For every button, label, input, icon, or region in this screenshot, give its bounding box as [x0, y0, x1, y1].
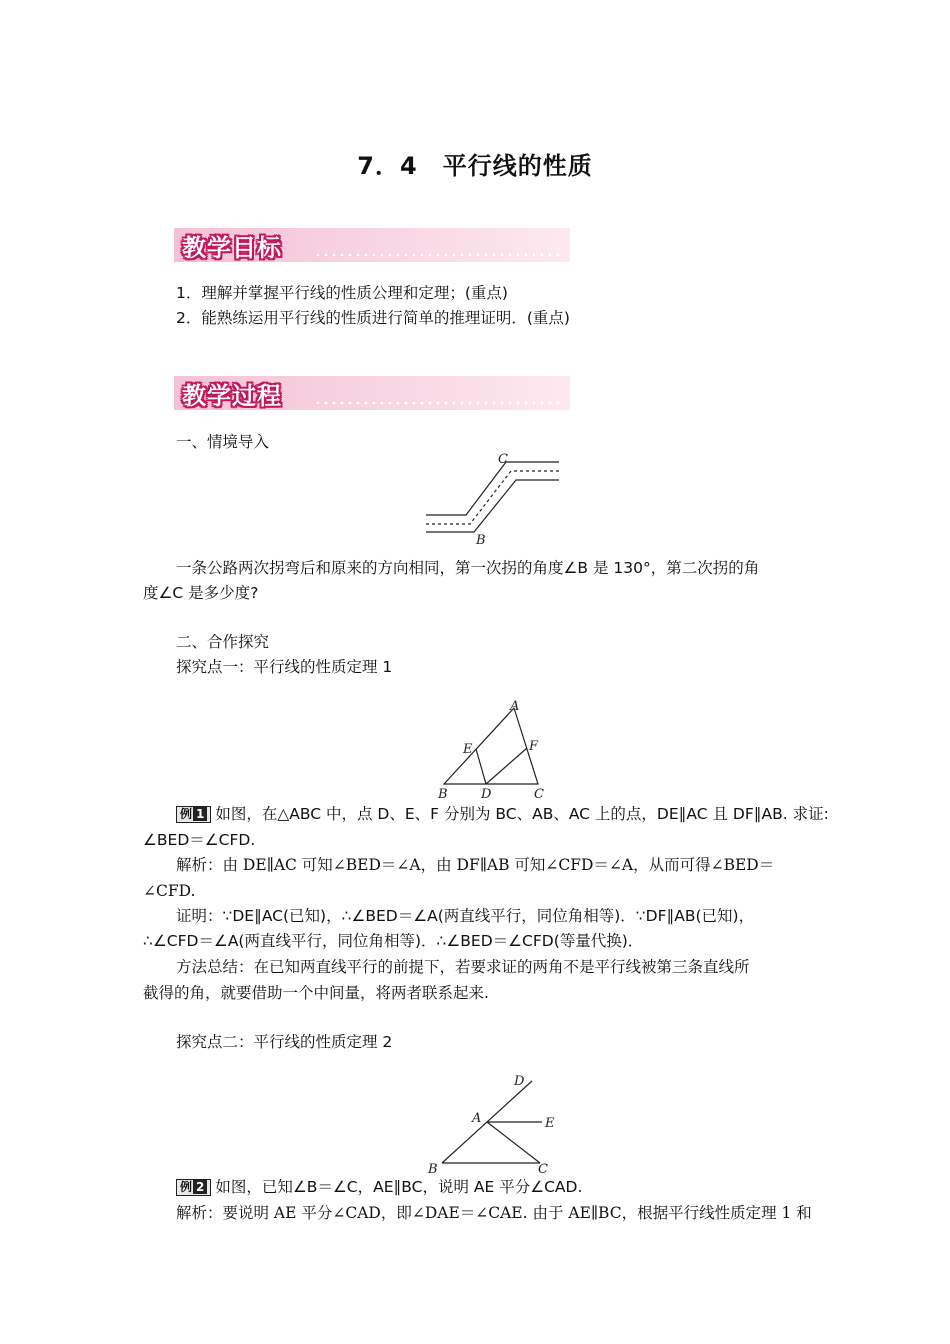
example-2-statement: 例 2 如图，已知∠B＝∠C，AE∥BC，说明 AE 平分∠CAD.	[176, 1174, 582, 1200]
triangle-figure-1	[430, 696, 550, 800]
page-title: 7．4 平行线的性质	[357, 152, 593, 180]
example-1-statement: 例 1 如图，在△ABC 中，点 D、E、F 分别为 BC、AB、AC 上的点，DE∥AC 且 DF∥AB. 求证:	[176, 801, 829, 827]
triangle-abc	[444, 708, 538, 784]
vertex-c-2: C	[538, 1162, 548, 1177]
point-2-heading: 探究点二：平行线的性质定理 2	[176, 1033, 393, 1051]
segment-de	[476, 749, 486, 784]
goals-banner-label: 教学目标	[182, 234, 282, 262]
section-heading-2: 二、合作探究	[176, 633, 270, 651]
road-figure	[420, 450, 565, 548]
example-1-tag: 例 1	[176, 806, 211, 823]
vertex-c: C	[534, 787, 544, 800]
point-1-heading: 探究点一：平行线的性质定理 1	[176, 658, 393, 676]
example-1-summary-2: 截得的角，就要借助一个中间量，将两者联系起来.	[143, 984, 489, 1002]
example-1-proof-1: 证明：∵DE∥AC(已知)，∴∠BED＝∠A(两直线平行，同位角相等)．∵DF∥AB(已知)，	[176, 907, 755, 925]
vertex-b: B	[438, 787, 448, 800]
point-f: F	[529, 739, 539, 754]
banner-dots	[314, 400, 564, 406]
goal-item-2: 2．能熟练运用平行线的性质进行简单的推理证明．(重点)	[176, 309, 570, 327]
example-1-analysis-1: 解析：由 DE∥AC 可知∠BED＝∠A，由 DF∥AB 可知∠CFD＝∠A，从而可得∠BED＝	[176, 856, 775, 874]
road-label-b: B	[476, 533, 486, 548]
process-banner	[174, 376, 570, 410]
process-banner-label: 教学过程	[182, 382, 282, 410]
example-1-statement-2: ∠BED＝∠CFD.	[143, 831, 256, 849]
point-e-2: E	[545, 1116, 555, 1131]
triangle-figure-2	[420, 1068, 570, 1178]
road-label-c: C	[498, 452, 508, 467]
road-upper-edge	[426, 462, 559, 515]
example-2-tag: 例 2	[176, 1179, 211, 1196]
example-1-proof-2: ∴∠CFD＝∠A(两直线平行，同位角相等)．∴∠BED＝∠CFD(等量代换)．	[143, 932, 644, 950]
example-1-summary-1: 方法总结：在已知两直线平行的前提下，若要求证的两角不是平行线被第三条直线所	[176, 958, 750, 976]
segment-df	[486, 748, 527, 784]
vertex-b-2: B	[428, 1162, 438, 1177]
goal-item-1: 1．理解并掌握平行线的性质公理和定理；(重点)	[176, 284, 508, 302]
intro-line-2: 度∠C 是多少度?	[143, 584, 259, 602]
point-d: D	[481, 787, 492, 800]
goals-banner	[174, 228, 570, 262]
example-1-analysis-2: ∠CFD.	[143, 882, 196, 900]
point-d-2: D	[514, 1074, 525, 1089]
example-2-analysis-1: 解析：要说明 AE 平分∠CAD，即∠DAE＝∠CAE. 由于 AE∥BC，根据平行线性质定理 1 和	[176, 1204, 812, 1222]
segment-ac	[487, 1122, 540, 1163]
intro-line-1: 一条公路两次拐弯后和原来的方向相同，第一次拐的角度∠B 是 130°，第二次拐的角	[176, 559, 760, 577]
vertex-a-2: A	[472, 1111, 482, 1126]
banner-dots	[314, 252, 564, 258]
point-e: E	[463, 742, 473, 757]
section-heading-1: 一、情境导入	[176, 433, 270, 451]
vertex-a: A	[510, 699, 520, 714]
